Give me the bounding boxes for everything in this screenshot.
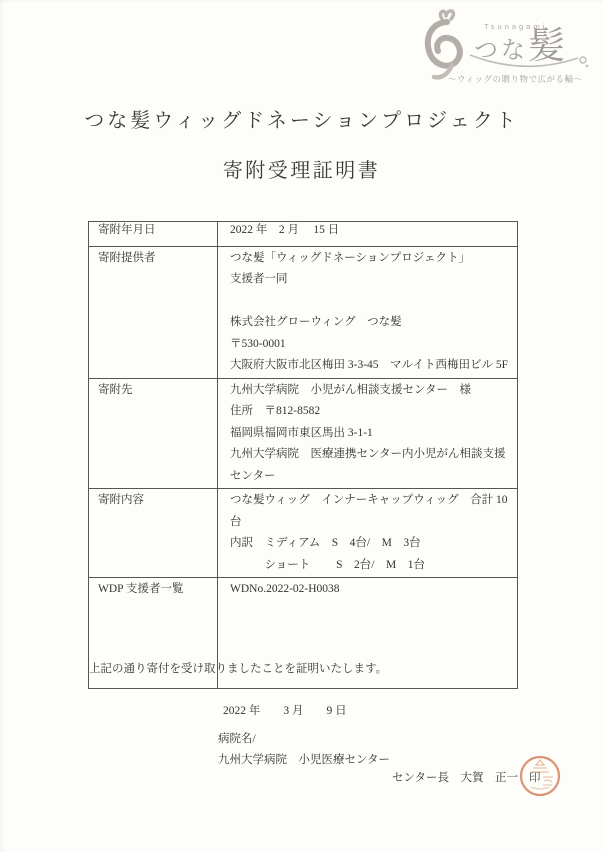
cell-line: 九州大学病院 医療連携センター内小児がん相談支援センター	[230, 448, 506, 482]
row-value	[218, 222, 518, 247]
signer-title-name: センター長 大賀 正一	[392, 772, 519, 784]
tsunagami-logo	[420, 6, 596, 88]
row-label: WDP 支援者一覧	[89, 578, 218, 689]
hospital-label: 病院名/	[218, 733, 256, 745]
row-value	[218, 246, 518, 378]
certificate-subtitle: 寄附受理証明書	[222, 160, 381, 182]
certification-statement: 上記の通り寄付を受け取りましたことを証明いたします。	[89, 663, 388, 675]
page-title: つな髪ウィッグドネーションプロジェクト	[84, 110, 519, 132]
donation-table	[88, 221, 518, 689]
cell-line: 九州大学病院 小児がん相談支援センター 様	[230, 383, 472, 396]
row-label: 寄附年月日	[89, 222, 218, 247]
cell-line: WDNo.2022-02-H0038	[230, 583, 340, 595]
cell-line: ショート S 2台/ M 1台	[230, 558, 425, 571]
row-label: 寄附内容	[89, 489, 218, 578]
row-value	[218, 489, 518, 578]
cell-line: 福岡県福岡市東区馬出 3-1-1	[230, 426, 373, 439]
logo-brand-kanji: 髪	[528, 26, 565, 67]
row-value	[218, 378, 518, 489]
logo-tagline: 〜ウィッグの贈り物で広がる輪〜	[448, 74, 583, 84]
table-row-donor	[89, 246, 518, 378]
seal-placeholder-char: 印	[529, 772, 541, 784]
cell-line: つな髪「ウィッグドネーションプロジェクト」	[230, 251, 471, 264]
official-seal-stamp	[517, 753, 563, 799]
row-label: 寄附先	[89, 378, 218, 489]
logo-brand-en: Tsunagami	[484, 22, 548, 31]
cell-line: 株式会社グローウィング つな髪	[230, 316, 402, 328]
cell-line: 住所 〒812-8582	[230, 405, 321, 417]
cell-line	[230, 291, 511, 313]
logo-underline-arc	[466, 52, 592, 74]
issue-date: 2022 年 3 月 9 日	[223, 705, 347, 717]
logo-brand-kana: つな	[474, 38, 528, 64]
cell-line: 2022 年 2 月 15 日	[230, 224, 340, 236]
cell-line: 内訳 ミディアム S 4台/ M 3台	[230, 537, 421, 549]
table-row-donation-date	[89, 222, 518, 247]
row-label: 寄附提供者	[89, 246, 218, 378]
cell-line: 〒530-0001	[230, 337, 286, 350]
table-row-donation-content	[89, 489, 518, 578]
cell-line: 支援者一同	[230, 273, 288, 285]
cell-line: つな髪ウィッグ インナーキャップウィッグ 合計 10 台	[230, 494, 508, 528]
cell-line: 大阪府大阪市北区梅田 3-3-45 マルイト西梅田ビル 5F	[230, 359, 508, 371]
hospital-name: 九州大学病院 小児医療センター	[218, 754, 391, 766]
table-row-recipient	[89, 378, 518, 489]
